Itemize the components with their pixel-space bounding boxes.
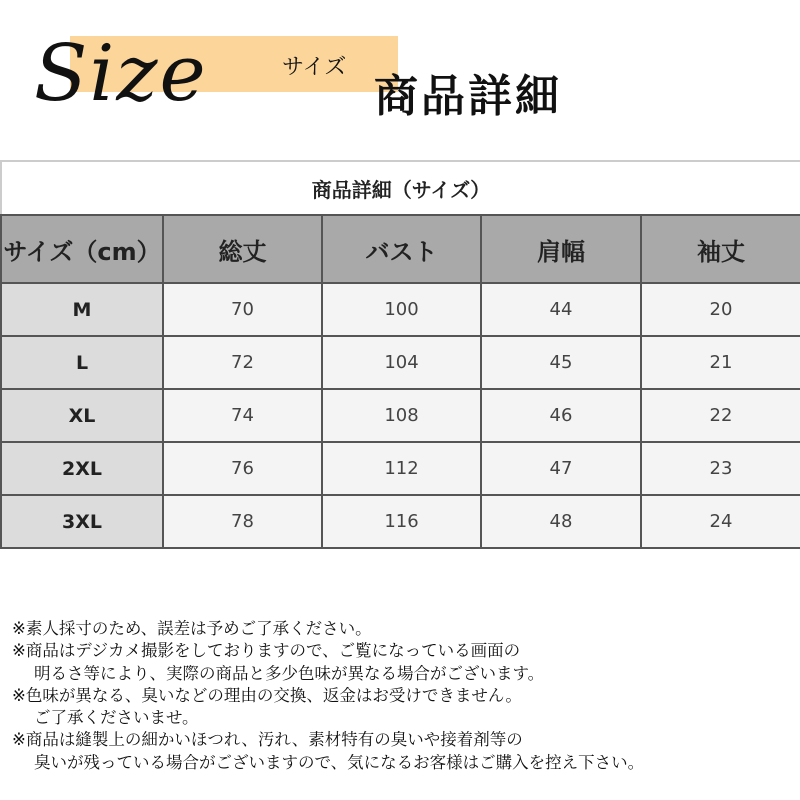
table-row [1, 389, 800, 442]
shoulder-cell: 46 [481, 389, 641, 442]
sleeve-cell: 22 [641, 389, 800, 442]
table-row [1, 336, 800, 389]
size-cell: M [1, 283, 163, 336]
shoulder-cell: 47 [481, 442, 641, 495]
note-line: 臭いが残っている場合がございますので、気になるお客様はご購入を控え下さい。 [34, 752, 645, 772]
sleeve-cell: 23 [641, 442, 800, 495]
column-header-sleeve: 袖丈 [641, 215, 800, 283]
column-header-size: サイズ（cm） [1, 215, 163, 283]
size-cell: L [1, 336, 163, 389]
page-title: 商品詳細 [374, 71, 562, 122]
bust-cell: 104 [322, 336, 481, 389]
note-line: ※素人採寸のため、誤差は予めご了承ください。 [12, 619, 372, 638]
size-kana-label: サイズ [282, 55, 347, 80]
notes-block [12, 618, 792, 774]
bust-cell: 112 [322, 442, 481, 495]
table-caption: 商品詳細（サイズ） [1, 161, 800, 215]
length-cell: 70 [163, 283, 322, 336]
size-logo: Size [34, 29, 208, 119]
note-line: ※色味が異なる、臭いなどの理由の交換、返金はお受けできません。 [12, 685, 522, 705]
note-line: ※商品はデジカメ撮影をしておりますので、ご覧になっている画面の [12, 641, 521, 661]
length-cell: 72 [163, 336, 322, 389]
shoulder-cell: 45 [481, 336, 641, 389]
table-row [1, 442, 800, 495]
size-cell: 3XL [1, 495, 163, 548]
bust-cell: 100 [322, 283, 481, 336]
sleeve-cell: 21 [641, 336, 800, 389]
sleeve-cell: 20 [641, 283, 800, 336]
table-caption-row [1, 161, 800, 215]
table-row [1, 283, 800, 336]
shoulder-cell: 44 [481, 283, 641, 336]
bust-cell: 108 [322, 389, 481, 442]
note-line: 明るさ等により、実際の商品と多少色味が異なる場合がございます。 [34, 663, 545, 683]
size-table [0, 160, 800, 549]
length-cell: 74 [163, 389, 322, 442]
sleeve-cell: 24 [641, 495, 800, 548]
column-header-shoulder: 肩幅 [481, 215, 641, 283]
column-header-bust: バスト [322, 215, 481, 283]
shoulder-cell: 48 [481, 495, 641, 548]
size-cell: XL [1, 389, 163, 442]
bust-cell: 116 [322, 495, 481, 548]
table-row [1, 495, 800, 548]
table-header-row [1, 215, 800, 283]
length-cell: 76 [163, 442, 322, 495]
note-line: ※商品は縫製上の細かいほつれ、汚れ、素材特有の臭いや接着剤等の [12, 730, 523, 750]
size-cell: 2XL [1, 442, 163, 495]
note-line: ご了承くださいませ。 [34, 708, 199, 728]
column-header-length: 総丈 [163, 215, 322, 283]
length-cell: 78 [163, 495, 322, 548]
